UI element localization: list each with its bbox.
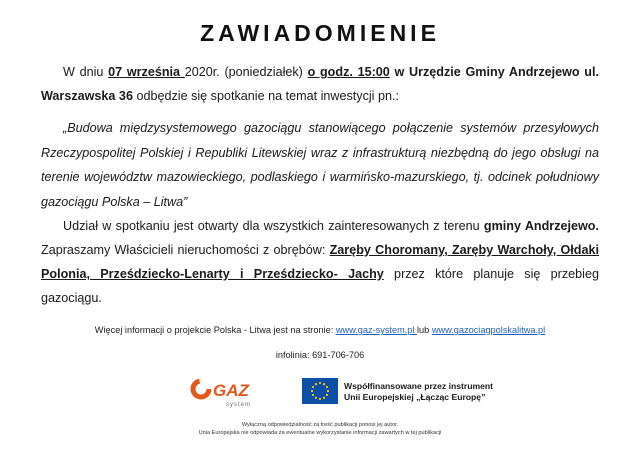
eu-flag [302,378,338,404]
obreby-list: Zaręby Choromany, Zaręby Warchoły, Ołdaki Polonia, Prześdziecko-Lenarty i Prześdziecko- Jachy [41,243,600,281]
eu-stars-icon [302,378,338,404]
paragraph-meeting [41,60,599,108]
gaz-system-link[interactable]: www.gaz-system.pl [335,325,417,335]
system-wordmark: system [226,402,252,408]
text: 2020r. (poniedziałek) [184,65,308,79]
gmina-name: gminy Andrzejewo. [483,219,599,233]
meeting-time: o godz. 15:00 [307,65,390,79]
text: Zapraszamy Właścicieli nieruchomości z obrębów: [41,243,330,257]
more-info: Więcej informacji o projekcie Polska - Litwa jest na stronie: www.gaz-system.pl lub www.gazociagpolskalitwa.pl [94,325,546,335]
document-title: ZAWIADOMIENIE [200,20,440,46]
hotline: infolinia: 691-706-706 [275,350,365,360]
investment-name: „Budowa międzysystemowego gazociągu stanowiącego połączenie systemów przesyłowych Rzeczypospolitej Polskiej i Republiki Litewskiej wraz z infrastrukturą niezbędną do jego obsługi na terenie województw mazowieckiego, podlaskiego i warmińsko-mazurskiego, tj. odcinek południowy gazociągu Polska – Litwa” [41,121,599,209]
meeting-place: w Urzędzie Gminy Andrzejewo ul. Warszawska 36 [41,65,600,103]
paragraph-invitation [41,214,599,310]
gaz-wordmark: GAZ [213,381,249,400]
text: Udział w spotkaniu jest otwarty dla wszystkich zainteresowanych z terenu [63,219,484,233]
gaz-swirl-icon [193,381,209,397]
disclaimer: Wyłączną odpowiedzialność za treść publikacji ponosi jej autor. Unia Europejska nie odpowiada za ewentualne wykorzystanie informacji zawartych w tej publikacji [198,422,442,436]
gaz-system-logo [190,377,270,409]
gazociag-link[interactable]: www.gazociagpolskalitwa.pl [431,325,546,335]
text: przez które planuje się przebieg gazociągu. [41,267,599,305]
eu-cofinancing-text: Współfinansowane przez instrument Unii Europejskiej „Łącząc Europę” [344,381,493,402]
text: W dniu [63,65,109,79]
meeting-date: 07 września [108,65,185,79]
text: odbędzie się spotkanie na temat inwestycji pn.: [132,89,399,103]
